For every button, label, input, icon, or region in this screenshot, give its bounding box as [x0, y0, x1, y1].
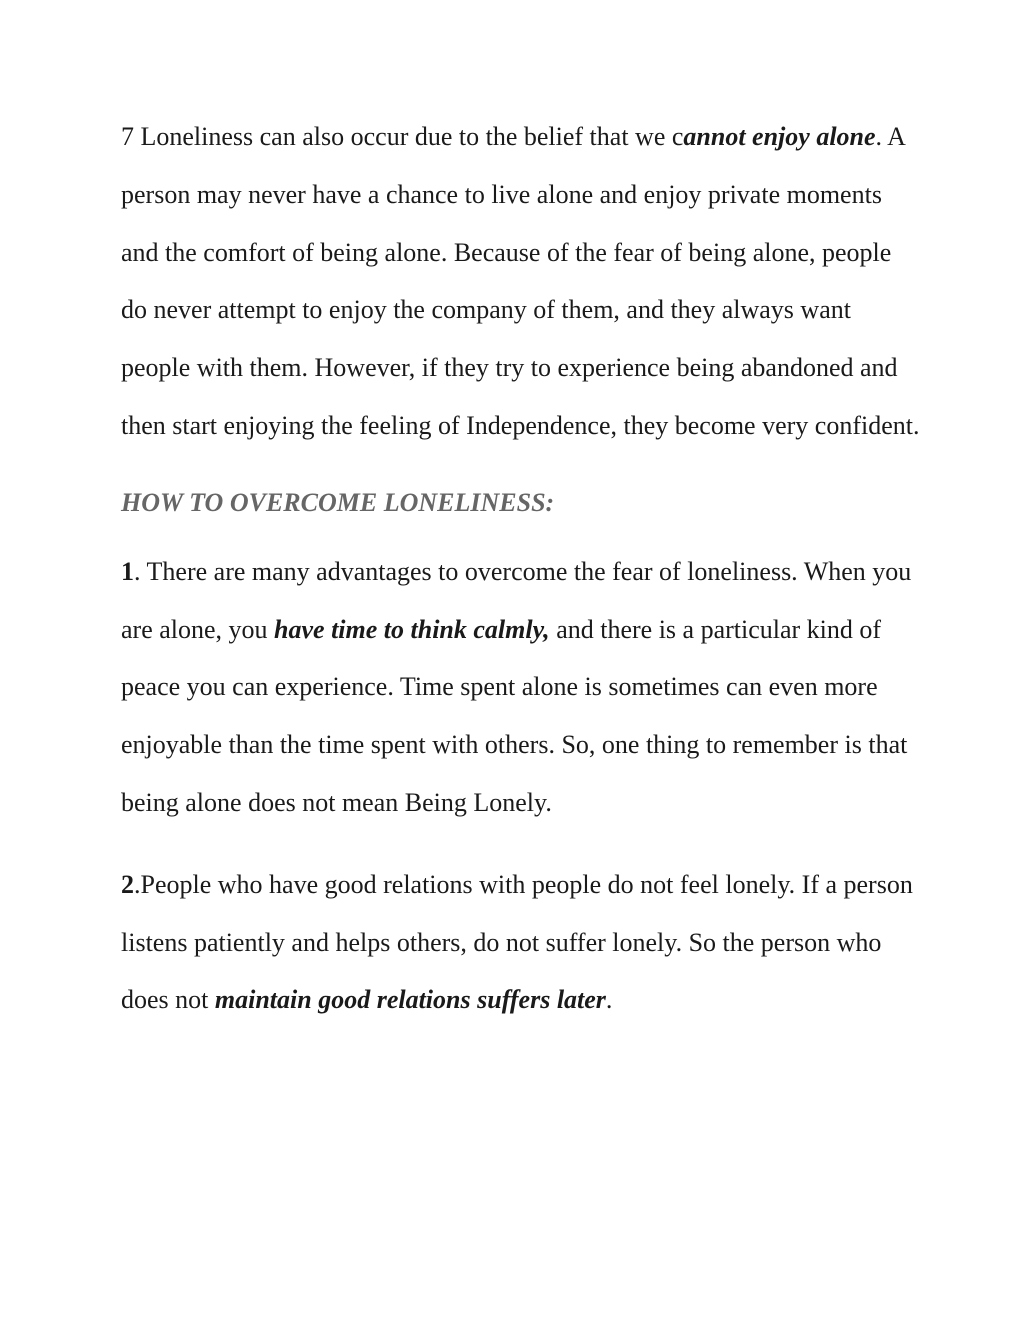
point-number: 1: [121, 556, 134, 586]
paragraph-text: 7 Loneliness can also occur due to the belief that we c: [121, 122, 684, 151]
emphasis-text: maintain good relations suffers later: [214, 985, 606, 1015]
emphasis-text: have time to think calmly,: [274, 614, 550, 644]
point-two: [121, 856, 921, 1029]
paragraph-text: . There are many advantages to overcome the fear of loneliness. When you are alone, you: [121, 556, 912, 644]
emphasis-text: annot enjoy alone: [683, 122, 876, 151]
paragraph-loneliness-belief: [121, 108, 921, 455]
document-page: [121, 108, 921, 1029]
point-number: 2: [121, 869, 134, 899]
paragraph-text: .People who have good relations with people do not feel lonely. If a person listens patiently and helps others, do not suffer lonely. So the person who does not: [121, 869, 913, 1015]
paragraph-text: and there is a particular kind of peace you can experience. Time spent alone is sometimes can even more enjoyable than the time spent with others. So, one thing to remember is that being alone does not mean Being Lonely.: [121, 614, 908, 817]
paragraph-text: .: [605, 985, 613, 1015]
paragraph-text: . A person may never have a chance to live alone and enjoy private moments and the comfort of being alone. Because of the fear of being alone, people do never attempt to enjoy the company of them, and they always want people with them. However, if they try to experience being abandoned and then start enjoying the feeling of Independence, they become very confident.: [121, 122, 920, 440]
section-heading: HOW TO OVERCOME LONELINESS:: [121, 487, 555, 517]
point-one: [121, 543, 921, 832]
